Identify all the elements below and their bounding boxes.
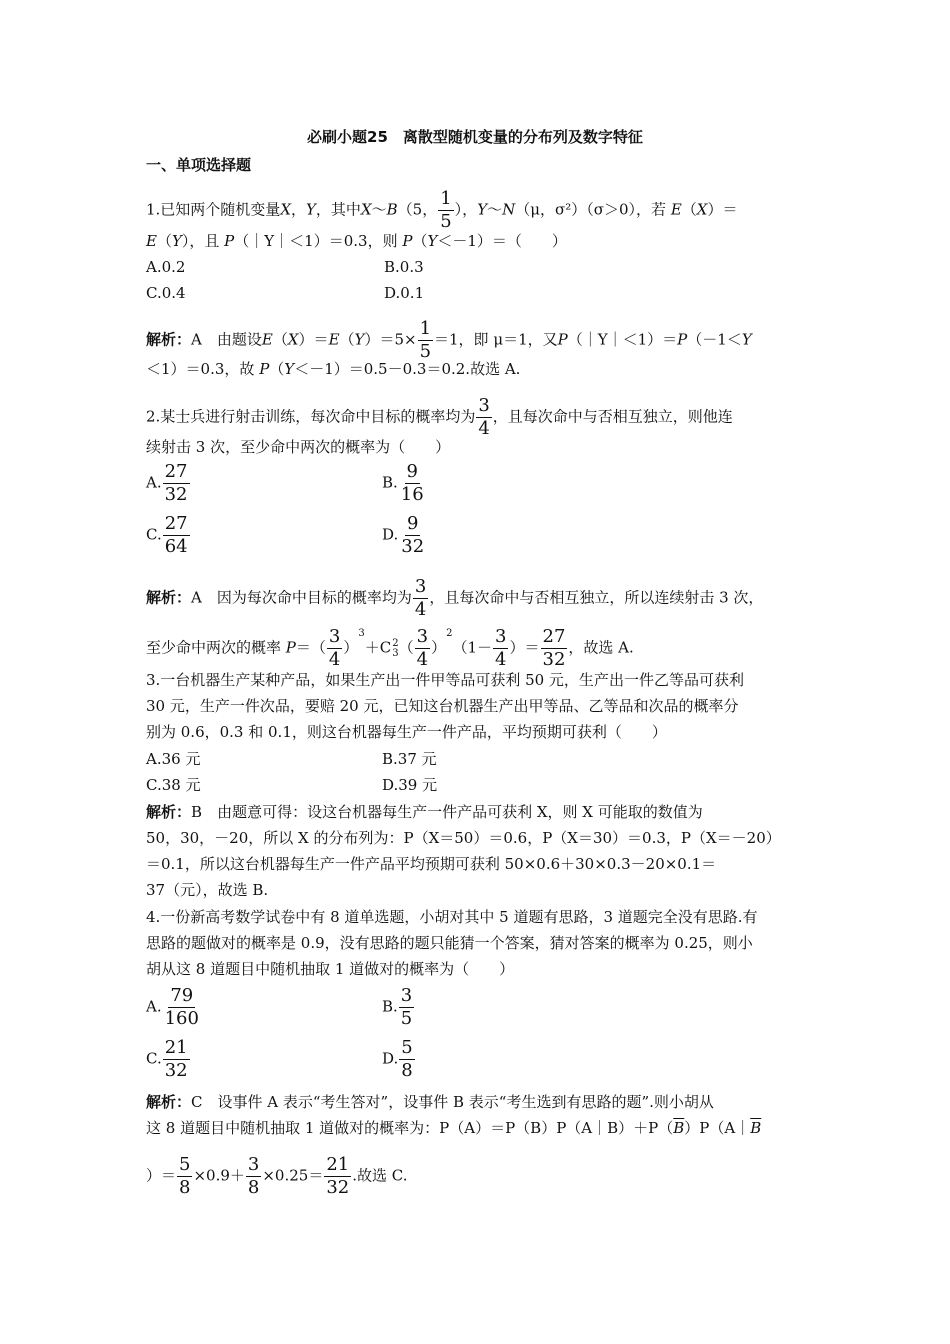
q3-stem-line1: 3.一台机器生产某种产品，如果生产出一件甲等品可获利 50 元，生产出一件乙等品可获利 (146, 671, 744, 689)
q4-stem-line1: 4.一份新高考数学试卷中有 8 道单选题，小胡对其中 5 道题有思路，3 道题完全没有思路.有 (146, 908, 758, 926)
q4-option-c: C. $\frac{21}{32}$ (146, 1037, 188, 1081)
q3-stem-line3: 别为 0.6，0.3 和 0.1，则这台机器每生产一件产品，平均预期可获利（ ） (146, 723, 667, 741)
q1-answer-line2: ＜1）＝0.3，故 P（Y＜－1）＝0.5－0.3＝0.2.故选 A. (146, 360, 521, 378)
q4-option-d: D. $\frac{5}{8}$ (382, 1037, 413, 1081)
q3-option-d: D.39 元 (382, 776, 438, 794)
q2-answer-line1: 解析：A 因为每次命中目标的概率均为 $\frac{3}{4}$ ，且每次命中与否相互独立，所以连续射击 3 次， (146, 576, 764, 620)
q1-option-b: B.0.3 (384, 258, 424, 276)
q3-answer-line3: ＝0.1，所以这台机器每生产一件产品平均预期可获利 50×0.6＋30×0.3－20×0.1＝ (146, 855, 717, 873)
q2-option-b: B. $\frac{9}{16}$ (382, 461, 424, 505)
q3-answer-line1: 解析：B 由题意可得：设这台机器每生产一件产品可获利 X，则 X 可能取的数值为 (146, 803, 703, 821)
q1-stem-line2: E（Y），且 P（｜Y｜＜1）＝0.3，则 P（Y＜－1）＝（ ） (146, 232, 567, 250)
q2-option-d: D. $\frac{9}{32}$ (382, 513, 425, 557)
q2-stem-line1: 2.某士兵进行射击训练，每次命中目标的概率均为 $\frac{3}{4}$ ，且每次命中与否相互独立，则他连 (146, 395, 733, 439)
page-title: 必刷小题25 离散型随机变量的分布列及数字特征 (307, 128, 643, 146)
q1-option-d: D.0.1 (384, 284, 425, 302)
q3-option-c: C.38 元 (146, 776, 201, 794)
q1-option-c: C.0.4 (146, 284, 186, 302)
q3-answer-line4: 37（元），故选 B. (146, 881, 269, 899)
q3-answer-line2: 50，30，－20，所以 X 的分布列为：P（X＝50）＝0.6，P（X＝30）＝0.3，P（X＝－20） (146, 829, 781, 847)
q3-option-a: A.36 元 (146, 750, 201, 768)
section-heading: 一、单项选择题 (146, 156, 252, 174)
q4-stem-line3: 胡从这 8 道题目中随机抽取 1 道做对的概率为（ ） (146, 960, 515, 978)
q1-option-a: A.0.2 (146, 258, 186, 276)
q3-option-b: B.37 元 (382, 750, 437, 768)
q3-stem-line2: 30 元，生产一件次品，要赔 20 元，已知这台机器生产出甲等品、乙等品和次品的概率分 (146, 697, 739, 715)
q1-stem-line1: 1.已知两个随机变量X，Y，其中X～B（5， $\frac{1}{5}$ ），Y～N（μ，σ²）（σ＞0），若 E（X）＝ (146, 188, 738, 232)
q4-answer-line3: ）＝ $\frac{5}{8}$ ×0.9＋ $\frac{3}{8}$ ×0.25＝ $\frac{21}{32}$ .故选 C. (146, 1154, 408, 1198)
q2-stem-line2: 续射击 3 次，至少命中两次的概率为（ ） (146, 438, 451, 456)
q4-option-b: B. $\frac{3}{5}$ (382, 985, 413, 1029)
q4-option-a: A. $\frac{79}{160}$ (146, 985, 199, 1029)
q2-option-c: C. $\frac{27}{64}$ (146, 513, 188, 557)
q2-answer-line2: 至少命中两次的概率 P＝（ $\frac{3}{4}$ ）$^3$＋C 2 3 （ $\frac{3}{4}$ ）$^2$（1－ $\frac{3}{4}$ ）＝ $\frac{27}{32}$ ，故选 A. (146, 626, 634, 670)
q4-answer-line2: 这 8 道题目中随机抽取 1 道做对的概率为：$P(A)=P(B)P(A|B)+P(\overline{B})P(A|\overline{B}$ (146, 1119, 762, 1137)
q4-stem-line2: 思路的题做对的概率是 0.9，没有思路的题只能猜一个答案，猜对答案的概率为 0.25，则小 (146, 934, 753, 952)
q4-answer-line1: 解析：C 设事件 A 表示“考生答对”，设事件 B 表示“考生选到有思路的题”.则小胡从 (146, 1093, 714, 1111)
q1-fraction: $\frac{1}{5}$ (440, 188, 452, 232)
q2-option-a: A. $\frac{27}{32}$ (146, 461, 188, 505)
q1-answer-line1: 解析：A 由题设E（X）＝E（Y）＝5× $\frac{1}{5}$ ＝1，即 μ＝1，又P（｜Y｜＜1）＝P（－1＜Y (146, 318, 752, 362)
